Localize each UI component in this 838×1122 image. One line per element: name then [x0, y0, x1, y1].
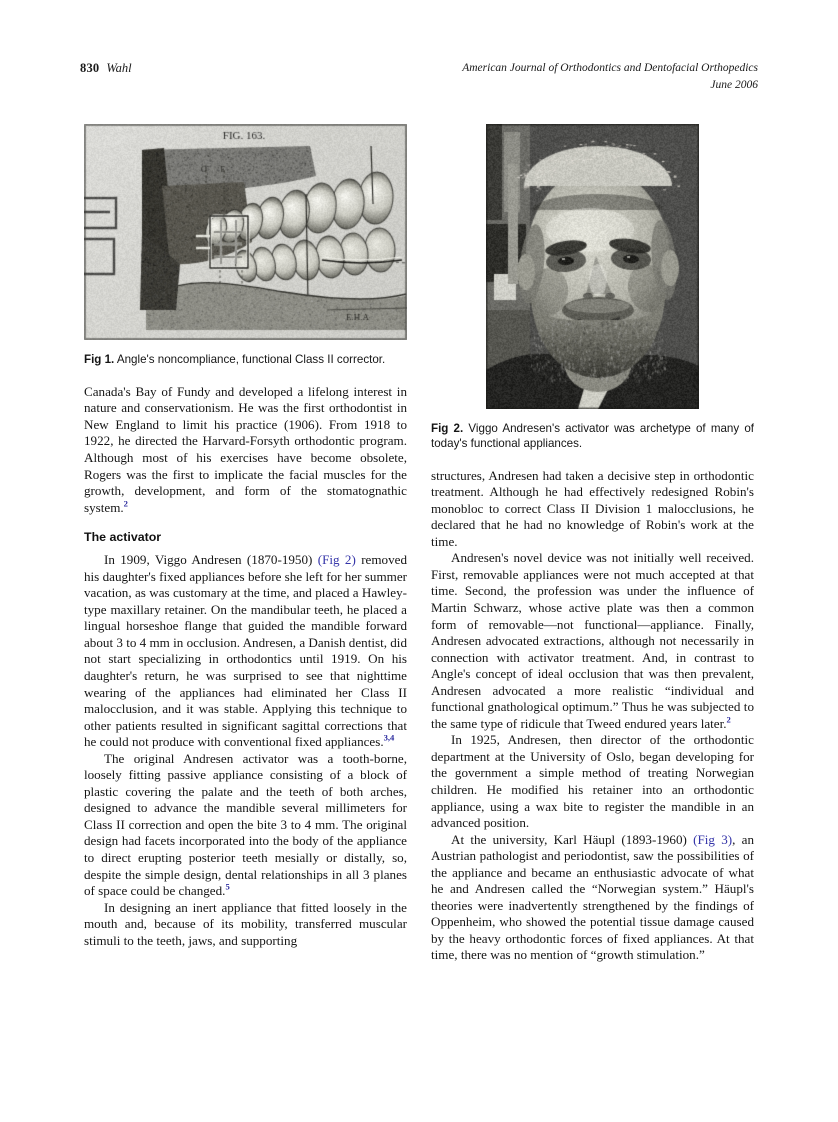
reference-marker[interactable]: 2 — [726, 714, 731, 725]
figure-1-caption — [84, 353, 407, 368]
paragraph-right-2-text: Andresen's novel device was not initially well received. First, removable appliances were not much accepted at that time. Second, the profession was under the influence of Martin Schwarz, whose active plate was then a common form of removable—not functional—appliance. Finally, Andresen advocated extractions, although not necessarily in connection with activator treatment. And, in contrast to Angle's concept of ideal occlusion that was then prevalent, Andresen advocated a more realistic “individual and functional gnathological optimum.” Thus he was subjected to the same type of ridicule that Tweed endured years later. — [431, 550, 754, 731]
paragraph-right-4 — [431, 832, 754, 964]
paragraph-right-2 — [431, 550, 754, 732]
reference-marker[interactable]: 5 — [225, 881, 230, 892]
paragraph-activator-2 — [84, 751, 407, 900]
paragraph-activator-3-text: In designing an inert appliance that fitted loosely in the mouth and, because of its mobility, transferred muscular stimuli to the teeth, jaws, and supporting — [84, 899, 407, 948]
column-right — [431, 124, 754, 964]
running-head-right — [462, 60, 758, 94]
paragraph-activator-1-text-a: In 1909, Viggo Andresen (1870-1950) — [104, 552, 318, 568]
paragraph-right-4-text-a: At the university, Karl Häupl (1893-1960) — [451, 831, 694, 847]
paragraph-activator-1 — [84, 552, 407, 751]
figure-2-label: Fig 2. — [431, 422, 464, 435]
spacer-left — [84, 368, 407, 384]
running-head-author: Wahl — [106, 61, 132, 75]
paragraph-right-4-text-b: , an Austrian pathologist and periodontist, saw the possibilities of the appliance and became an enthusiastic advocate of what he and Andresen called the “Norwegian system.” Häupl's theories were inadvertently strengthened by the findings of Oppenheim, who showed the potential tissue damage caused by the heavy orthodontic forces of fixed appliances. At that time, there was no mention of “growth stimulation.” — [431, 831, 755, 963]
figure-2 — [431, 124, 754, 452]
figure-1 — [84, 124, 407, 368]
paragraph-continued — [84, 384, 407, 516]
figure-2-caption-text: Viggo Andresen's activator was archetype of many of today's functional appliances. — [431, 422, 754, 450]
figure-2-canvas — [486, 124, 699, 409]
figure-3-crossref-link[interactable]: (Fig 3) — [693, 831, 733, 847]
figure-1-image — [84, 124, 407, 340]
journal-title: American Journal of Orthodontics and Dentofacial Orthopedics — [462, 62, 758, 74]
paragraph-right-1-text: structures, Andresen had taken a decisive step in orthodontic treatment. Although he had effectively redesigned Robin's monobloc to correct Class II Division 1 malocclusions, he declared that he had no knowledge of Robin's work at the time. — [431, 467, 754, 549]
right-column-body — [431, 468, 754, 964]
running-head-left — [80, 60, 132, 76]
running-head — [80, 60, 758, 100]
paragraph-activator-1-text-b: removed his daughter's fixed appliances before she left for her summer vacation, as was customary at the time, and placed a Hawley-type maxillary retainer. On the mandibular teeth, he placed a lingual horseshoe flange that guided the mandible forward about 3 to 4 mm in occlusion. Andresen, a Danish dentist, did not start specializing in orthodontics until 1919. On his daughter's return, he was surprised to see that nighttime wearing of the appliances had eliminated her Class II malocclusion, and it was stable. Applying this technique to other patients resulted in significant sagittal corrections that he could not produce with conventional fixed appliances. — [84, 552, 408, 750]
paragraph-activator-2-text: The original Andresen activator was a tooth-borne, loosely fitting passive appliance consisting of a block of plastic covering the palate and the teeth of both arches, designed to advance the mandible several millimeters for Class II correction and open the bite 3 to 4 mm. The original design had facets incorporated into the body of the appliance to direct erupting posterior teeth mesially or distally, so, despite the simple design, dental relationships in all 3 planes of space could be changed. — [84, 750, 407, 899]
figure-1-label: Fig 1. — [84, 353, 115, 366]
reference-marker[interactable]: 2 — [123, 498, 128, 509]
reference-marker[interactable]: 3,4 — [383, 732, 395, 743]
spacer-right — [431, 452, 754, 468]
figure-1-caption-text: Angle's noncompliance, functional Class II corrector. — [116, 353, 386, 366]
left-column-body — [84, 384, 407, 950]
paragraph-continued-text: Canada's Bay of Fundy and developed a lifelong interest in nature and conservationism. He was the first orthodontist in New England to limit his practice (1906). From 1918 to 1922, he directed the Harvard-Forsyth orthodontic program. Although most of his exercises have become obsolete, Rogers was the first to implicate the facial muscles for the growth, development, and form of the stomatognathic system. — [84, 383, 407, 515]
paragraph-right-3 — [431, 732, 754, 831]
figure-2-image — [486, 124, 699, 409]
section-heading-the-activator: The activator — [84, 530, 162, 545]
paragraph-right-1 — [431, 468, 754, 551]
figure-2-crossref-link[interactable]: (Fig 2) — [317, 552, 356, 568]
paragraph-right-3-text: In 1925, Andresen, then director of the orthodontic department at the University of Oslo, began developing for the government a simple method of treating Norwegian children. He modified his retainer into an orthodontic appliance, using a wax bite to register the mandible in an advanced position. — [431, 732, 754, 831]
figure-2-caption — [431, 422, 754, 452]
page-number: 830 — [80, 61, 100, 75]
figure-1-canvas — [84, 124, 407, 340]
issue-date: June 2006 — [710, 79, 758, 91]
column-left — [84, 124, 407, 949]
figure-2-image-wrap — [431, 124, 754, 409]
paragraph-activator-3 — [84, 900, 407, 950]
